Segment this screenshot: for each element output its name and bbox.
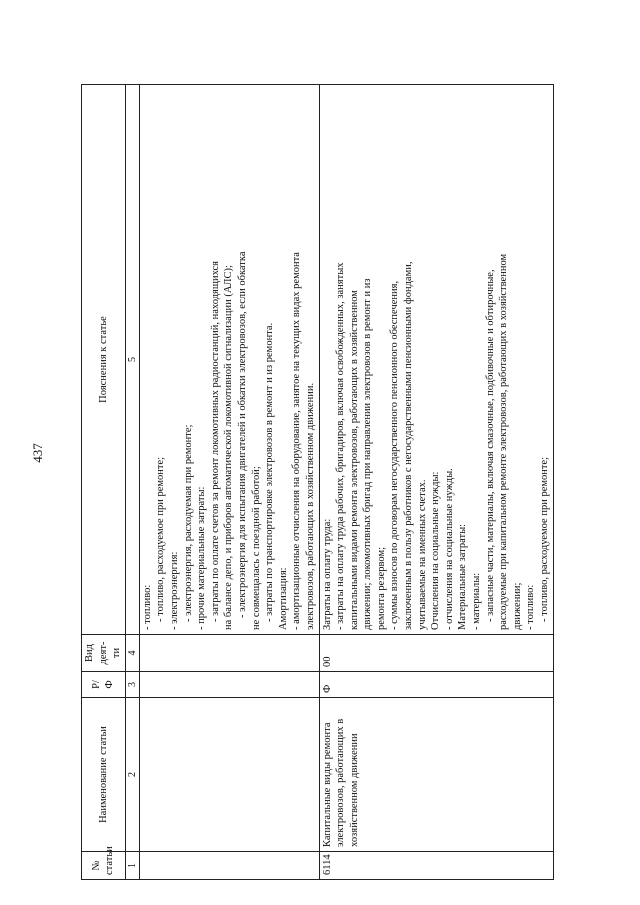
explanation-line: на балансе депо, и приборов автоматической локомотивной сигнализации (АЛС); bbox=[223, 265, 235, 630]
explanation-line: учитываемые на именных счетах. bbox=[416, 479, 428, 630]
item-explanation bbox=[319, 85, 553, 635]
explanation-line: - топливо: bbox=[141, 584, 153, 630]
explanation-line: Амортизация: bbox=[277, 567, 289, 630]
explanation-line: движении; локомотивных бригад при направлении электровозов в ремонт и из bbox=[362, 278, 374, 630]
item-name: Капитальные виды ремонта электровозов, работающих в хозяйственном движении bbox=[319, 698, 553, 852]
cont-explanation bbox=[139, 85, 319, 635]
explanation-line: - суммы взносов по договорам негосударственного пенсионного обеспечения, bbox=[389, 280, 401, 630]
cont-rf bbox=[139, 672, 319, 698]
header-item-number: № статьи bbox=[82, 852, 126, 880]
explanation-line: - отчисления на социальные нужды. bbox=[443, 468, 455, 630]
explanation-line: - топливо, расходуемое при ремонте; bbox=[539, 456, 550, 622]
explanation-line: - амортизационные отчисления на оборудование, занятое на текущих видах ремонта bbox=[291, 252, 303, 630]
rotated-table-container bbox=[81, 85, 602, 880]
explanation-line: капитальными видами ремонта электровозов, работающих в хозяйственном bbox=[348, 290, 360, 630]
item-rf: Ф bbox=[319, 672, 553, 698]
table-row-continuation bbox=[139, 85, 319, 880]
col-number-3: 3 bbox=[125, 672, 139, 698]
col-number-4: 4 bbox=[125, 635, 139, 672]
item-activity-type: 00 bbox=[319, 635, 553, 672]
table-row-6114 bbox=[319, 85, 553, 880]
cont-item-name bbox=[139, 698, 319, 852]
header-item-name: Наименование статьи bbox=[82, 698, 126, 852]
explanation-line: Отчисления на социальные нужды: bbox=[430, 471, 442, 630]
explanation-line: - затраты на оплату труда рабочих, бригадиров, включая освобожденных, занятых bbox=[335, 262, 347, 630]
explanation-line: электровозов, работающих в хозяйственном движении. bbox=[304, 382, 316, 630]
explanation-line: - электроэнергия, расходуемая при ремонте; bbox=[182, 424, 194, 622]
header-activity-type: Вид деят-ти bbox=[82, 635, 126, 672]
item-number: 6114 bbox=[319, 852, 553, 880]
explanation-line: - прочие материальные затраты: bbox=[196, 486, 208, 630]
explanation-line: - затраты по оплате счетов за ремонт локомотивных радиостанций, находящихся bbox=[209, 260, 221, 622]
explanation-line: - топливо, расходуемое при ремонте; bbox=[155, 456, 167, 622]
explanation-line: Материальные затраты: bbox=[457, 523, 469, 630]
header-rf: Р/ Ф bbox=[82, 672, 126, 698]
explanation-line: Затраты на оплату труда: bbox=[321, 518, 333, 630]
explanation-line: - затраты по транспортировке электровозов в ремонт и из ремонта. bbox=[264, 322, 276, 622]
col-number-5: 5 bbox=[125, 85, 139, 635]
explanation-line: - электроэнергия: bbox=[168, 551, 180, 630]
cont-activity-type bbox=[139, 635, 319, 672]
col-number-2: 2 bbox=[125, 698, 139, 852]
explanation-line: - электроэнергия для испытания двигателей и обкатки электровозов, если обкатка bbox=[236, 251, 248, 618]
header-explanation: Пояснения к статье bbox=[82, 85, 126, 635]
explanation-line: расходуемые при капитальном ремонте электровозов, работающих в хозяйственном bbox=[498, 253, 510, 630]
explanation-line: заключенным в пользу работников с негосударственными пенсионными фондами, bbox=[403, 261, 415, 630]
explanation-line: - материалы: bbox=[471, 572, 483, 630]
explanation-line: - топливо: bbox=[525, 584, 537, 630]
cont-item-number bbox=[139, 852, 319, 880]
explanation-line: не совмещалась с поездной работой; bbox=[250, 466, 262, 630]
explanation-line: ремонта резервом; bbox=[375, 546, 387, 630]
col-number-1: 1 bbox=[125, 852, 139, 880]
page-number: 437 bbox=[29, 443, 45, 463]
explanation-line: - запасные части, материалы, включая смазочные, подбивочные и обтирочные, bbox=[484, 269, 496, 622]
cost-items-table bbox=[81, 84, 554, 880]
explanation-line: движении; bbox=[511, 582, 523, 630]
